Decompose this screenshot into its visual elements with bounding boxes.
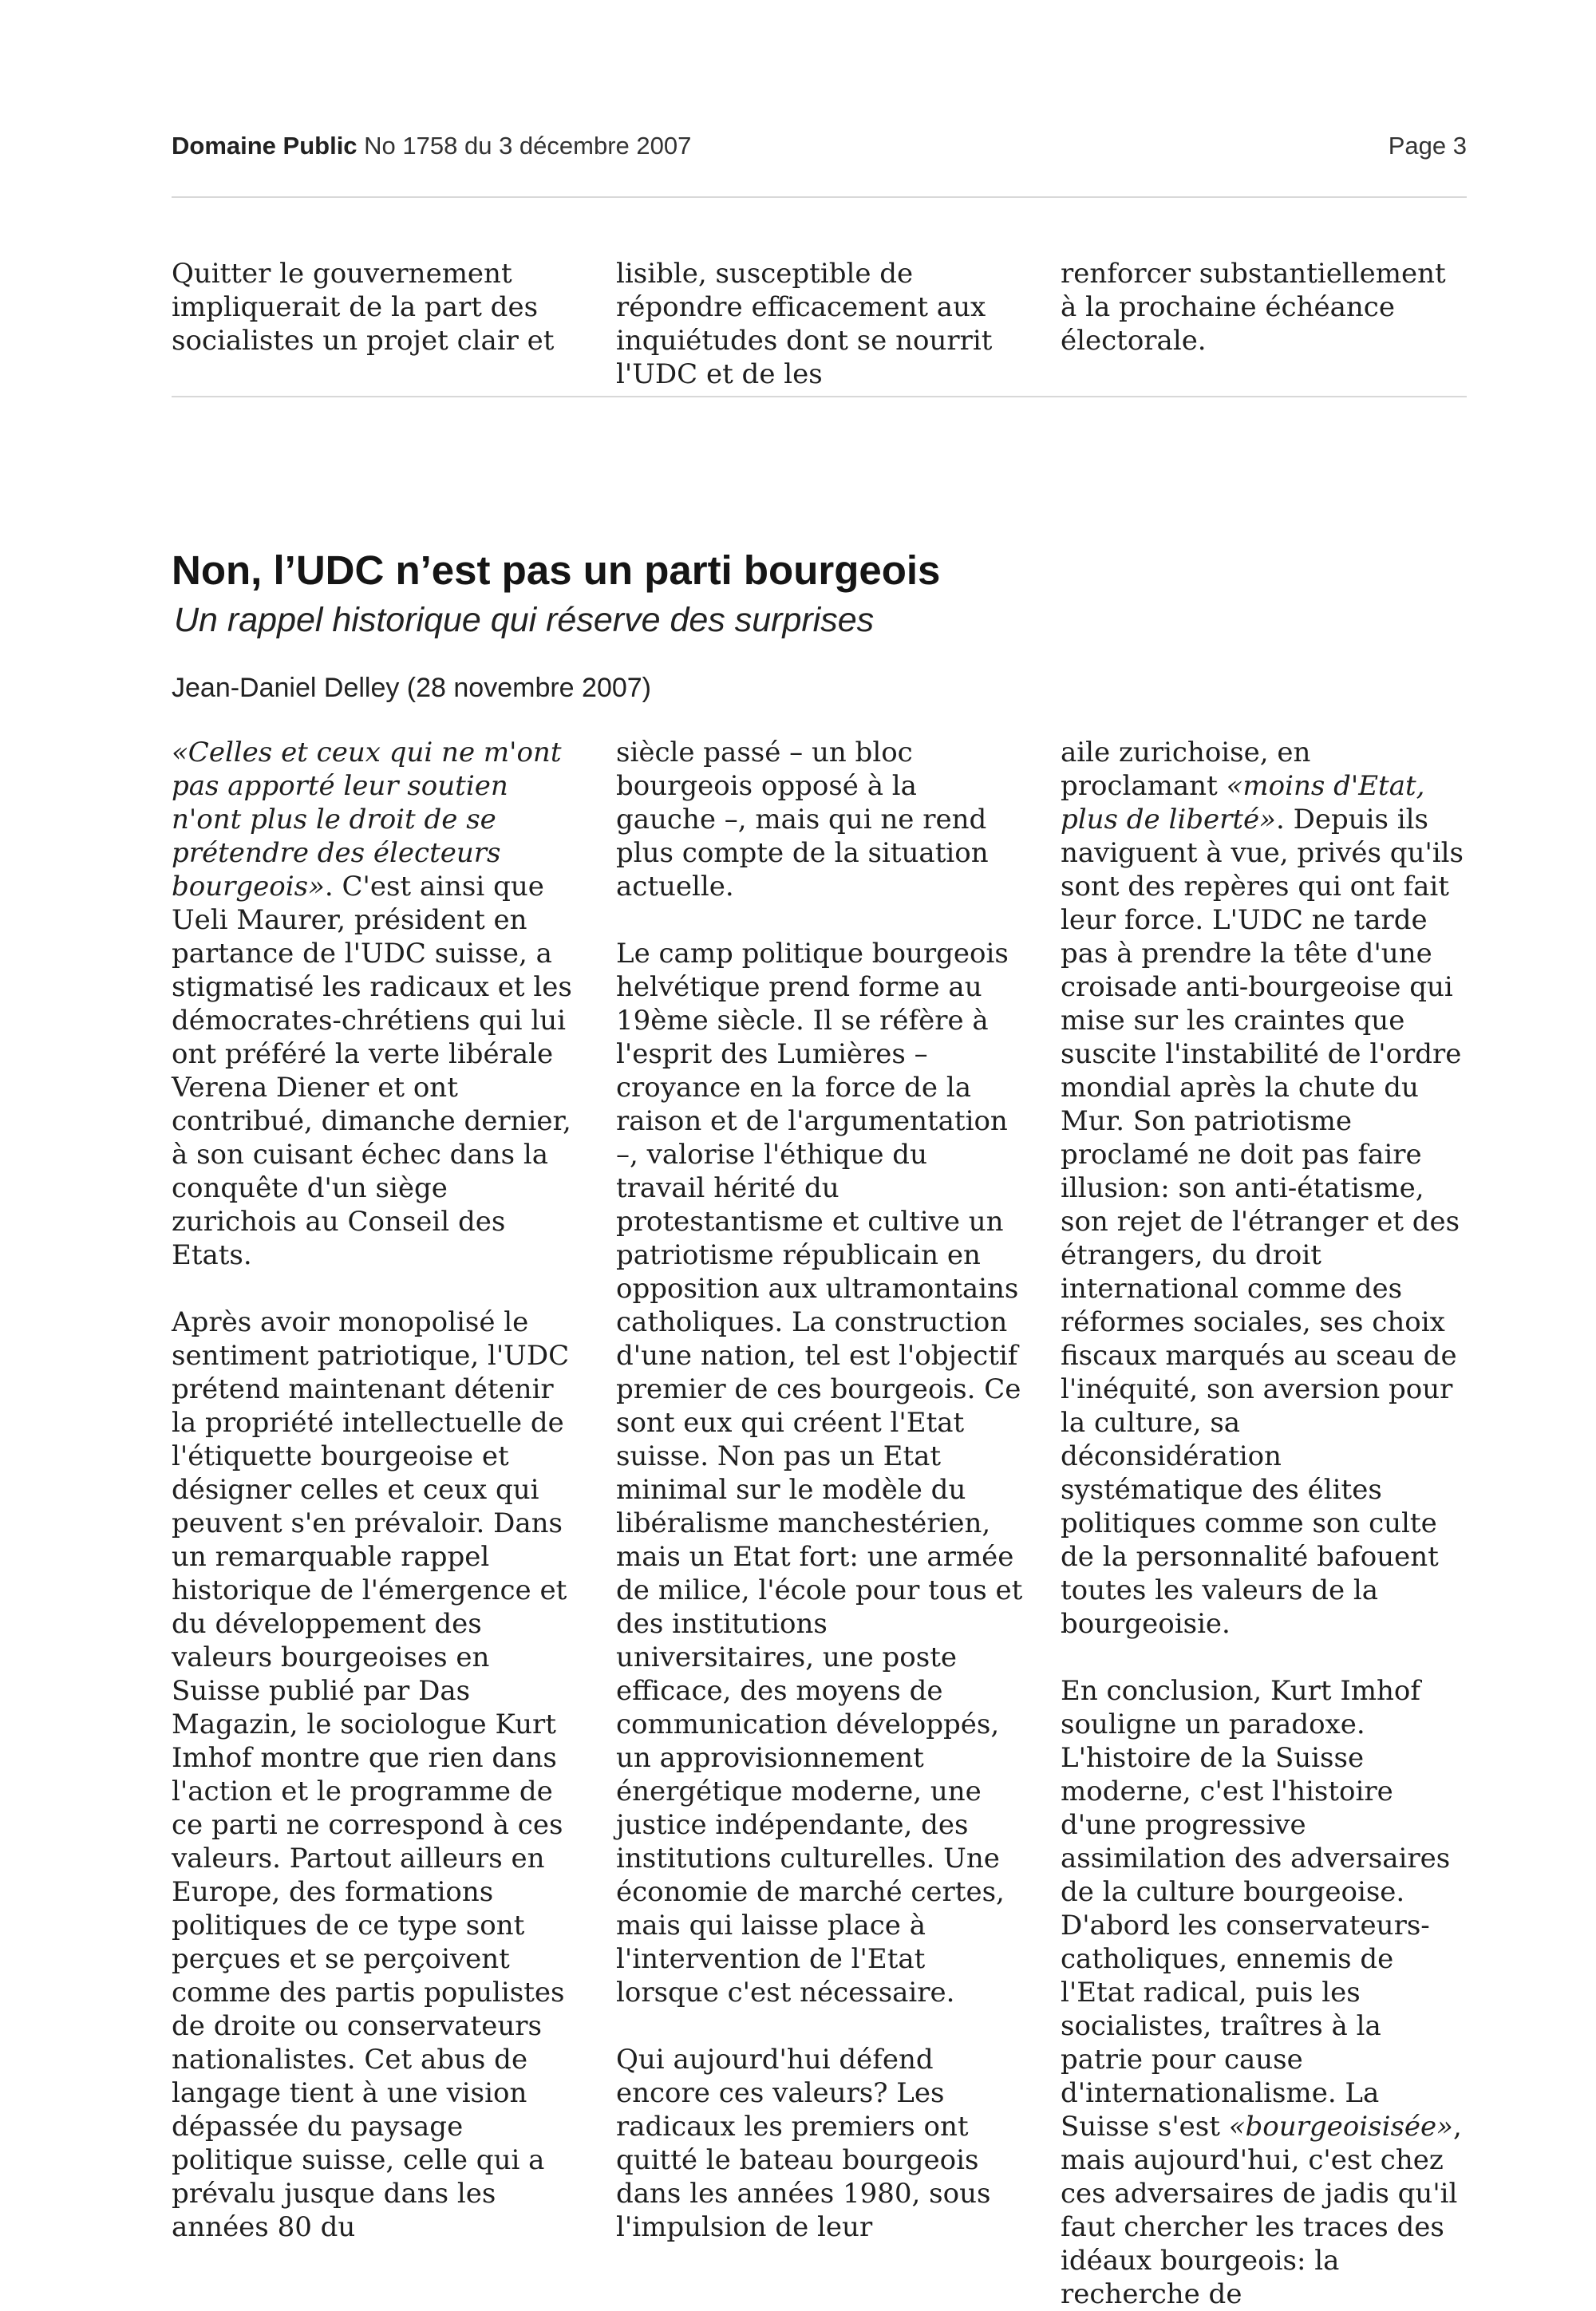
paragraph-text: En conclusion, Kurt Imhof souligne un paradoxe. L'histoire de la Suisse moderne, c'est l'histoire d'une progressive assimilation des adversaires de la culture bourgeoise. D'abord les conservateurs-catholiques, ennemis de l'Etat radical, puis les socialistes, traîtres à la patrie pour cause d'internationalisme. La Suisse s'est: [1061, 1675, 1451, 2143]
paragraph-text: , mais aujourd'hui, c'est chez ces adversaires de jadis qu'il faut chercher les traces des idéaux bourgeois: la recherche de: [1061, 2111, 1462, 2310]
paragraph: [172, 736, 579, 1272]
article-body: [172, 736, 1468, 2311]
paragraph-text: aile zurichoise, en proclamant: [1061, 737, 1311, 802]
article-byline: Jean-Daniel Delley (28 novembre 2007): [172, 673, 651, 703]
article-column-1: [172, 736, 579, 2311]
article-title: Non, l’UDC n’est pas un parti bourgeois: [172, 547, 941, 593]
article-column-3: [1061, 736, 1468, 2311]
paragraph: siècle passé – un bloc bourgeois opposé à la gauche –, mais qui ne rend plus compte de la situation actuelle.: [616, 737, 989, 903]
paragraph: [1061, 736, 1468, 1641]
paragraph: Le camp politique bourgeois helvétique prend forme au 19ème siècle. Il se réfère à l'esprit des Lumières – croyance en la force de la raison et de l'argumentation –, valorise l'éthique du travail hérité du protestantisme et cultive un patriotisme républicain en opposition aux ultramontains catholiques. La construction d'une nation, tel est l'objectif premier de ces bourgeois. Ce sont eux qui créent l'Etat suisse. Non pas un Etat minimal sur le modèle du libéralisme manchestérien, mais un Etat fort: une armée de milice, l'école pour tous et des institutions universitaires, une poste efficace, des moyens de communication développés, un approvisionnement énergétique moderne, une justice indépendante, des institutions culturelles. Une économie de marché certes, mais qui laisse place à l'intervention de l'Etat lorsque c'est nécessaire.: [616, 938, 1023, 2009]
paragraph: renforcer substantiellement à la prochaine échéance électorale.: [1061, 258, 1446, 357]
paragraph: Quitter le gouvernement impliquerait de la part des socialistes un projet clair et: [172, 258, 555, 357]
publication-name: Domaine Public: [172, 132, 358, 160]
quote: «moins d'Etat, plus de liberté»: [1061, 770, 1425, 836]
paragraph: Qui aujourd'hui défend encore ces valeurs? Les radicaux les premiers ont quitté le bateau bourgeois dans les années 1980, sous l'impulsion de leur: [616, 2044, 991, 2243]
continuation-column-2: [616, 257, 1023, 391]
paragraph-text: . C'est ainsi que Ueli Maurer, président en partance de l'UDC suisse, a stigmatisé les radicaux et les démocrates-chrétiens qui lui ont préféré la verte libérale Verena Diener et ont contribué, dimanche dernier, à son cuisant échec dans la conquête d'un siège zurichois au Conseil des Etats.: [172, 871, 572, 1271]
page-number: Page 3: [1388, 132, 1467, 160]
article-column-2: [616, 736, 1023, 2311]
paragraph-text: . Depuis ils naviguent à vue, privés qu'ils sont des repères qui ont fait leur force. L'UDC ne tarde pas à prendre la tête d'une croisade anti-bourgeoise qui mise sur les craintes que suscite l'instabilité de l'ordre mondial après la chute du Mur. Son patriotisme proclamé ne doit pas faire illusion: son anti-étatisme, son rejet de l'étranger et des étrangers, du droit international comme des réformes sociales, ses choix fiscaux marqués au sceau de l'inéquité, son aversion pour la culture, sa déconsidération systématique des élites politiques comme son culte de la personnalité bafouent toutes les valeurs de la bourgeoisie.: [1061, 804, 1464, 1640]
continuation-column-3: [1061, 257, 1468, 391]
continuation-column-1: [172, 257, 579, 391]
paragraph: Après avoir monopolisé le sentiment patriotique, l'UDC prétend maintenant détenir la propriété intellectuelle de l'étiquette bourgeoise et désigner celles et ceux qui peuvent s'en prévaloir. Dans un remarquable rappel historique de l'émergence et du développement des valeurs bourgeoises en Suisse publié par Das Magazin, le sociologue Kurt Imhof montre que rien dans l'action et le programme de ce parti ne correspond à ces valeurs. Partout ailleurs en Europe, des formations politiques de ce type sont perçues et se perçoivent comme des partis populistes de droite ou conservateurs nationalistes. Cet abus de langage tient à une vision dépassée du paysage politique suisse, celle qui a prévalu jusque dans les années 80 du: [172, 1306, 570, 2243]
previous-article-continuation: [172, 257, 1468, 391]
article-subtitle: Un rappel historique qui réserve des surprises: [174, 601, 875, 639]
paragraph: lisible, susceptible de répondre efficacement aux inquiétudes dont se nourrit l'UDC et de les: [616, 258, 993, 390]
page-header: [172, 128, 1467, 164]
quote: «Celles et ceux qui ne m'ont pas apporté leur soutien n'ont plus le droit de se prétendre des électeurs bourgeois»: [172, 737, 562, 903]
article-divider: [172, 396, 1467, 397]
quote: «bourgeoisisée»: [1228, 2111, 1453, 2143]
header-divider: [172, 196, 1467, 198]
issue-info: No 1758 du 3 décembre 2007: [364, 132, 692, 160]
paragraph: [1061, 1674, 1468, 2311]
